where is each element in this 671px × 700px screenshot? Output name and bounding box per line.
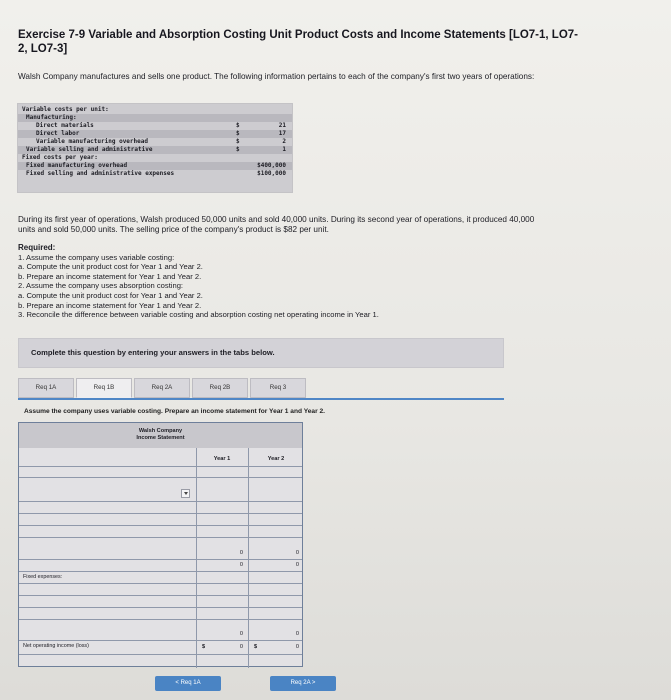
- tab-underline: [18, 398, 504, 400]
- year2-subtotal-3[interactable]: 0: [295, 631, 299, 637]
- row-divider: [19, 513, 302, 514]
- cost-label: Fixed selling and administrative expenses: [26, 170, 175, 177]
- year1-header: Year 1: [213, 456, 231, 462]
- cost-value: 1: [282, 146, 286, 153]
- year1-subtotal-3[interactable]: 0: [239, 631, 243, 637]
- table-row: [18, 122, 292, 130]
- column-divider: [248, 448, 249, 668]
- fixed-expenses-label: Fixed expenses:: [23, 574, 63, 580]
- required-item: 2. Assume the company uses absorption costing:: [18, 281, 184, 291]
- tab-req-2b[interactable]: Req 2B: [192, 378, 248, 398]
- row-divider: [19, 640, 302, 641]
- year2-net-operating-income[interactable]: 0: [295, 644, 299, 650]
- variable-costs-header: Variable costs per unit:: [22, 106, 109, 113]
- cost-value: 2: [282, 138, 286, 145]
- row-divider: [19, 501, 302, 502]
- statement-line-select[interactable]: [181, 489, 190, 498]
- cost-currency: $: [236, 146, 240, 153]
- row-divider: [19, 477, 302, 478]
- next-req-button[interactable]: [270, 676, 336, 691]
- cost-label: Direct materials: [36, 122, 94, 129]
- tab-req-1b[interactable]: Req 1B: [76, 378, 132, 398]
- table-row: [18, 130, 292, 138]
- table-row: [18, 114, 292, 122]
- row-divider: [19, 583, 302, 584]
- company-name: Walsh Company: [138, 428, 183, 434]
- cost-value: 21: [278, 122, 286, 129]
- cost-label: Fixed manufacturing overhead: [26, 162, 128, 169]
- cost-label: Direct labor: [36, 130, 80, 137]
- year2-subtotal-1[interactable]: 0: [295, 550, 299, 556]
- cost-value: $100,000: [257, 170, 286, 177]
- manufacturing-header: Manufacturing:: [26, 114, 77, 121]
- required-item: 1. Assume the company uses variable costing:: [18, 252, 175, 262]
- table-row: [18, 106, 292, 114]
- row-divider: [19, 559, 302, 560]
- required-item: a. Compute the unit product cost for Year 1 and Year 2.: [18, 262, 203, 272]
- exercise-title: Exercise 7-9 Variable and Absorption Costing Unit Product Costs and Income Statements [LO7-1, LO7-2, LO7-3]: [18, 29, 578, 55]
- tab-req-2a[interactable]: Req 2A: [134, 378, 190, 398]
- statement-name: Income Statement: [136, 435, 185, 441]
- table-row: [18, 138, 292, 146]
- cost-currency: $: [236, 138, 240, 145]
- cost-value: $400,000: [257, 162, 286, 169]
- year2-header: Year 2: [267, 456, 285, 462]
- cost-data-table: [17, 103, 293, 193]
- required-heading: Required:: [18, 243, 56, 252]
- column-divider: [196, 448, 197, 668]
- prev-req-label: Req 1A: [180, 680, 201, 686]
- tab-req-1a[interactable]: Req 1A: [18, 378, 74, 398]
- instruction-bar: Complete this question by entering your answers in the tabs below.: [18, 338, 504, 368]
- cost-currency: $: [236, 122, 240, 129]
- chevron-right-icon: >: [311, 680, 316, 686]
- task-instruction: Assume the company uses variable costing. Prepare an income statement for Year 1 and Year 2.: [24, 408, 325, 415]
- year1-subtotal-2[interactable]: 0: [239, 562, 243, 568]
- cost-value: 17: [278, 130, 286, 137]
- required-item: b. Prepare an income statement for Year 1 and Year 2.: [18, 271, 202, 281]
- chevron-down-icon: [184, 492, 188, 495]
- row-divider: [19, 571, 302, 572]
- required-item: 3. Reconcile the difference between variable costing and absorption costing net operating income in Year 1.: [18, 310, 379, 320]
- row-divider: [19, 607, 302, 608]
- year1-currency: $: [202, 644, 206, 650]
- cost-currency: $: [236, 130, 240, 137]
- operations-text: During its first year of operations, Walsh produced 50,000 units and sold 40,000 units. During its second year of operations, it produced 40,000 units and sold 50,000 units. The selling price of the company's product is $82 per unit.: [18, 215, 535, 234]
- row-divider: [19, 595, 302, 596]
- row-divider: [19, 537, 302, 538]
- statement-header: [19, 423, 302, 448]
- table-row: [18, 170, 292, 178]
- row-divider: [19, 654, 302, 655]
- required-item: b. Prepare an income statement for Year 1 and Year 2.: [18, 300, 202, 310]
- table-row: [18, 154, 292, 162]
- prev-req-button[interactable]: [155, 676, 221, 691]
- year1-subtotal-1[interactable]: 0: [239, 550, 243, 556]
- exercise-intro: Walsh Company manufactures and sells one product. The following information pertains to each of the company's first two years of operations:: [18, 72, 535, 81]
- row-divider: [19, 619, 302, 620]
- cost-label: Variable selling and administrative: [26, 146, 153, 153]
- year1-net-operating-income[interactable]: 0: [239, 644, 243, 650]
- table-row: [18, 146, 292, 154]
- year2-subtotal-2[interactable]: 0: [295, 562, 299, 568]
- table-row: [18, 162, 292, 170]
- row-divider: [19, 466, 302, 467]
- cost-label: Variable manufacturing overhead: [36, 138, 148, 145]
- next-req-label: Req 2A: [290, 680, 311, 686]
- row-divider: [19, 525, 302, 526]
- tab-req-3[interactable]: Req 3: [250, 378, 306, 398]
- year2-currency: $: [254, 644, 258, 650]
- net-operating-income-label: Net operating income (loss): [23, 643, 89, 649]
- required-item: a. Compute the unit product cost for Year 1 and Year 2.: [18, 290, 203, 300]
- fixed-costs-header: Fixed costs per year:: [22, 154, 98, 161]
- chevron-left-icon: <: [175, 680, 179, 686]
- required-section: [18, 243, 458, 320]
- income-statement-table: [18, 422, 303, 667]
